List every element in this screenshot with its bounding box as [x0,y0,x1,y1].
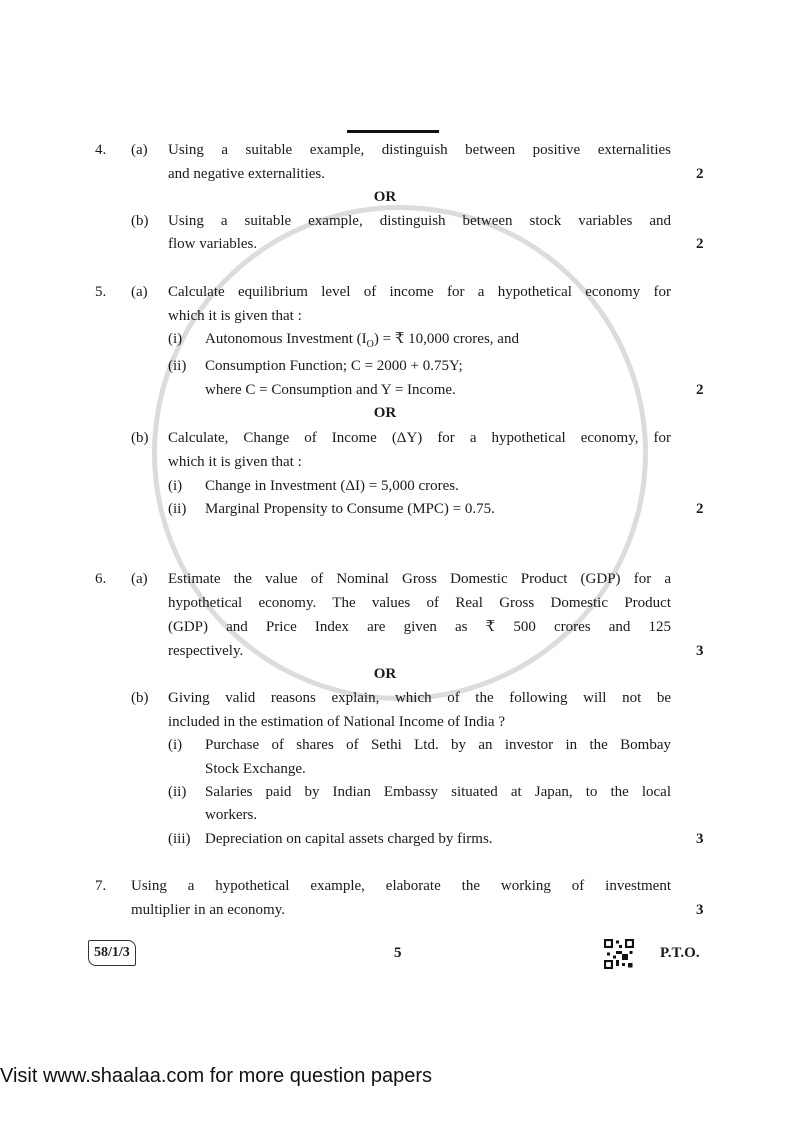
q6b-text: included in the estimation of National Income of India ? [168,714,505,730]
q4-number: 4. [95,142,107,158]
q5a-i-subscript: O [366,339,374,350]
page-number: 5 [394,945,402,961]
q6-number: 6. [95,571,107,587]
q6b-ii-text: Salaries paid by Indian Embassy situated at Japan, to the local [205,784,671,800]
q5a-text: which it is given that : [168,308,302,324]
q7-number: 7. [95,878,107,894]
q5a-i-text [205,329,519,349]
q6a-text: hypothetical economy. The values of Real Gross Domestic Product [168,595,671,611]
q5b-text: Calculate, Change of Income (ΔY) for a hypothetical economy, for [168,430,671,446]
q5-number: 5. [95,284,107,300]
paper-code-badge: 58/1/3 [88,940,136,966]
q6b-ii-text: workers. [205,807,258,823]
q5a-i-text-post: ) = ₹ 10,000 crores, and [373,331,519,347]
q6b-i-label: (i) [168,737,183,753]
q4b-text: flow variables. [168,236,258,252]
q6a-marks: 3 [696,643,704,659]
pto-label: P.T.O. [660,945,700,961]
top-rule [347,130,439,133]
q7-text: Using a hypothetical example, elaborate the working of investment [131,878,671,894]
qr-code-icon [604,938,634,970]
q6b-i-text: Stock Exchange. [205,761,306,777]
q5b-i-text: Change in Investment (ΔI) = 5,000 crores. [205,478,459,494]
q5a-ii-text: where C = Consumption and Y = Income. [205,382,456,398]
q5b-marks: 2 [696,501,704,517]
q5b-i-label: (i) [168,478,183,494]
q6a-text: respectively. [168,643,244,659]
q6-or: OR [373,666,397,682]
q5b-ii-label: (ii) [168,501,187,517]
q4-or: OR [373,189,397,205]
q6b-label: (b) [131,690,149,706]
q5b-label: (b) [131,430,149,446]
q5-or: OR [373,405,397,421]
q4a-marks: 2 [696,166,704,182]
q6b-marks: 3 [696,831,704,847]
q5a-ii-text: Consumption Function; C = 2000 + 0.75Y; [205,358,463,374]
q6b-iii-text: Depreciation on capital assets charged by firms. [205,831,493,847]
q5a-i-label: (i) [168,331,183,347]
q5a-ii-label: (ii) [168,358,187,374]
q6a-label: (a) [131,571,148,587]
q4b-marks: 2 [696,236,704,252]
q5a-i-text-pre: Autonomous Investment (I [205,331,367,347]
q4a-label: (a) [131,142,148,158]
q6b-text: Giving valid reasons explain, which of the following will not be [168,690,671,706]
q6b-i-text: Purchase of shares of Sethi Ltd. by an investor in the Bombay [205,737,671,753]
footer-website-link[interactable]: Visit www.shaalaa.com for more question papers [0,1065,433,1087]
q6a-text: Estimate the value of Nominal Gross Domestic Product (GDP) for a [168,571,671,587]
q5a-text: Calculate equilibrium level of income for a hypothetical economy for [168,284,671,300]
q5a-marks: 2 [696,382,704,398]
q6a-text: (GDP) and Price Index are given as ₹ 500 crores and 125 [168,619,671,635]
q4a-text: Using a suitable example, distinguish between positive externalities [168,142,671,158]
q6b-iii-label: (iii) [168,831,191,847]
q5b-text: which it is given that : [168,454,302,470]
q7-marks: 3 [696,902,704,918]
q4b-label: (b) [131,213,149,229]
q5b-ii-text: Marginal Propensity to Consume (MPC) = 0.75. [205,501,495,517]
q4a-text: and negative externalities. [168,166,326,182]
q5a-label: (a) [131,284,148,300]
q6b-ii-label: (ii) [168,784,187,800]
q7-text: multiplier in an economy. [131,902,285,918]
q4b-text: Using a suitable example, distinguish between stock variables and [168,213,671,229]
